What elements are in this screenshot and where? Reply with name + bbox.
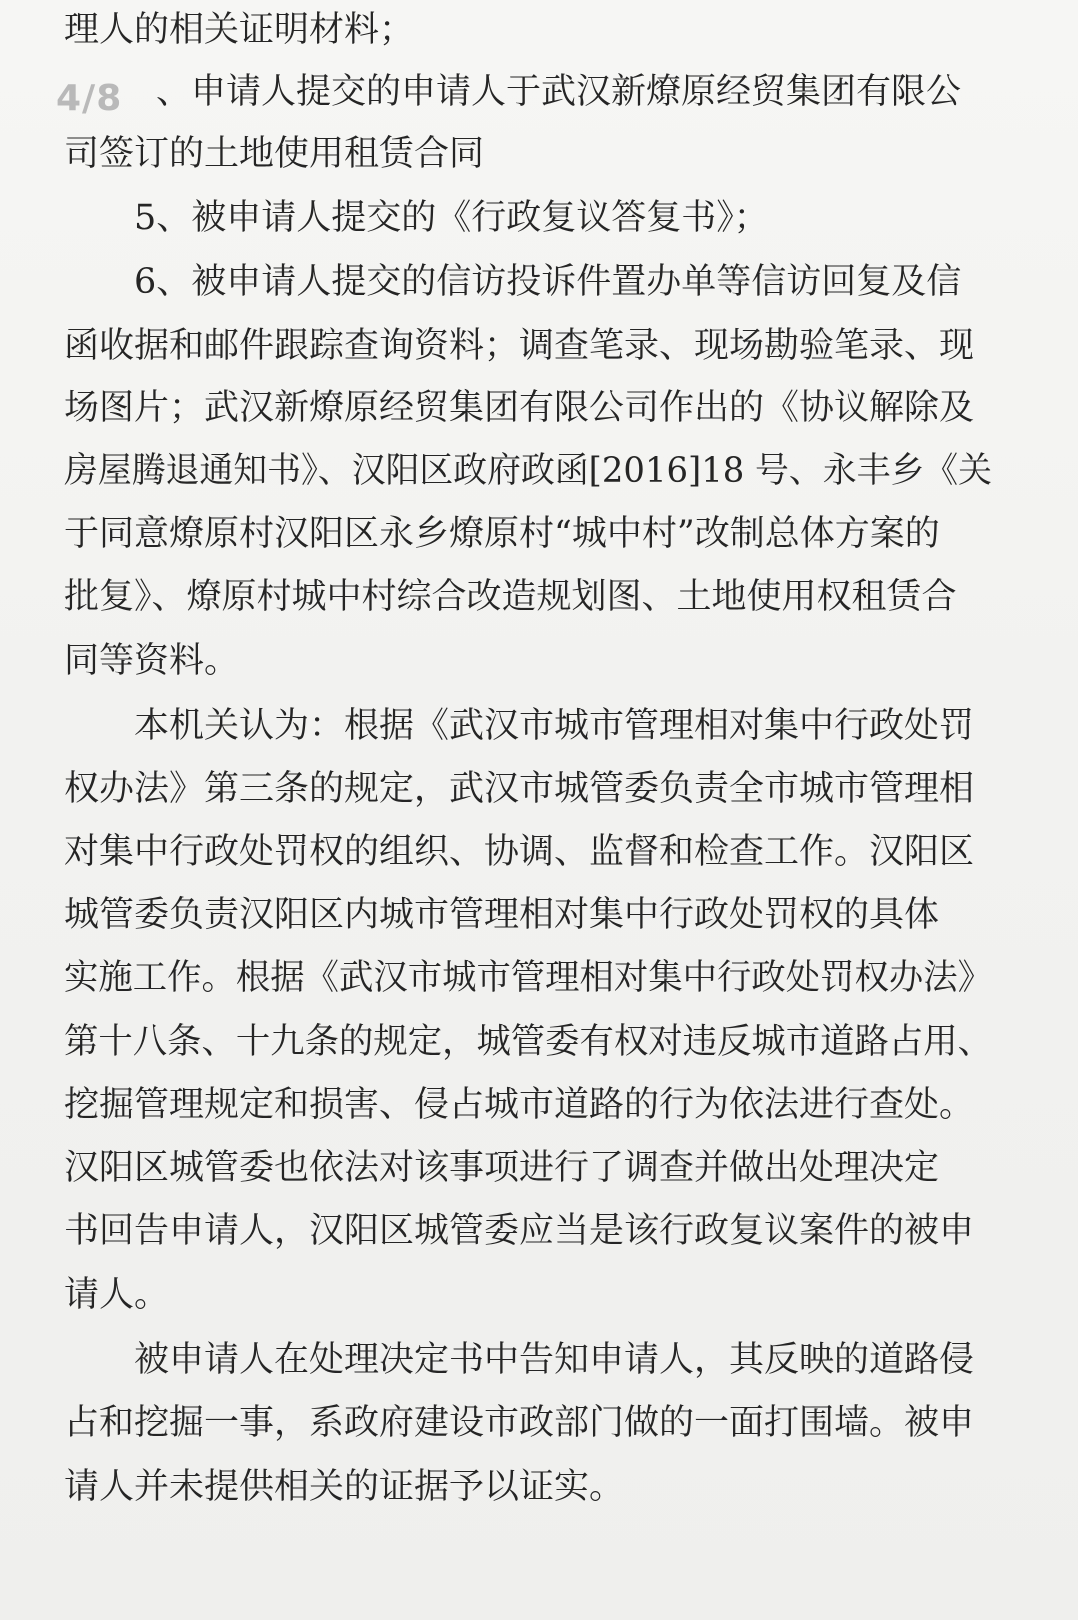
line-text: 司签订的土地使用租赁合同 <box>64 134 485 174</box>
line-text: 被申请人在处理决定书中告知申请人，其反映的道路侵 <box>134 1340 975 1380</box>
text-line <box>0 504 1078 564</box>
line-text: 同等资料。 <box>64 641 240 681</box>
line-text: 占和挖掘一事，系政府建设市政部门做的一面打围墙。被申 <box>64 1403 975 1443</box>
text-line <box>0 441 1078 501</box>
line-text: 挖掘管理规定和损害、侵占城市道路的行为依法进行查处。 <box>64 1085 975 1125</box>
line-text: 本机关认为：根据《武汉市城市管理相对集中行政处罚 <box>134 706 975 746</box>
text-line <box>0 822 1078 882</box>
line-text: 权办法》第三条的规定，武汉市城管委负责全市城市管理相 <box>64 769 975 809</box>
line-text: 书回告申请人，汉阳区城管委应当是该行政复议案件的被申 <box>64 1211 975 1251</box>
line-text: 场图片；武汉新燎原经贸集团有限公司作出的《协议解除及 <box>64 388 975 428</box>
line-text: 6、被申请人提交的信访投诉件置办单等信访回复及信 <box>134 262 962 302</box>
text-line <box>0 696 1078 756</box>
line-text: 汉阳区城管委也依法对该事项进行了调查并做出处理决定 <box>64 1148 940 1188</box>
text-line <box>0 378 1078 438</box>
line-text: 、申请人提交的申请人于武汉新燎原经贸集团有限公 <box>156 72 962 112</box>
text-line <box>0 759 1078 819</box>
page-indicator: 4/8 <box>56 78 123 119</box>
line-text: 理人的相关证明材料； <box>64 10 415 50</box>
line-text: 5、被申请人提交的《行政复议答复书》； <box>134 198 769 238</box>
text-line <box>0 1075 1078 1135</box>
text-line <box>0 62 1078 122</box>
text-line <box>0 631 1078 691</box>
text-line <box>0 948 1078 1008</box>
text-line <box>0 124 1078 184</box>
text-line <box>0 1265 1078 1325</box>
text-line <box>0 1457 1078 1517</box>
line-text: 请人并未提供相关的证据予以证实。 <box>64 1467 625 1507</box>
text-line <box>0 1393 1078 1453</box>
line-text: 实施工作。根据《武汉市城市管理相对集中行政处罚权办法》 <box>64 958 992 998</box>
line-text: 第十八条、十九条的规定，城管委有权对违反城市道路占用、 <box>64 1022 992 1062</box>
line-text: 函收据和邮件跟踪查询资料；调查笔录、现场勘验笔录、现 <box>64 326 975 366</box>
line-text: 对集中行政处罚权的组织、协调、监督和检查工作。汉阳区 <box>64 832 975 872</box>
text-line <box>0 188 1078 248</box>
text-line <box>0 885 1078 945</box>
text-line <box>0 1138 1078 1198</box>
line-text: 于同意燎原村汉阳区永乡燎原村“城中村”改制总体方案的 <box>64 514 940 554</box>
line-text: 城管委负责汉阳区内城市管理相对集中行政处罚权的具体 <box>64 895 940 935</box>
text-line <box>0 567 1078 627</box>
text-line <box>0 1201 1078 1261</box>
text-line <box>0 1012 1078 1072</box>
text-line <box>0 316 1078 376</box>
text-line <box>0 0 1078 60</box>
line-text: 房屋腾退通知书》、汉阳区政府政函[2016]18 号、永丰乡《关 <box>64 451 992 491</box>
line-text: 批复》、燎原村城中村综合改造规划图、土地使用权租赁合 <box>64 577 957 617</box>
text-line <box>0 1330 1078 1390</box>
text-line <box>0 252 1078 312</box>
line-text: 请人。 <box>64 1275 170 1315</box>
